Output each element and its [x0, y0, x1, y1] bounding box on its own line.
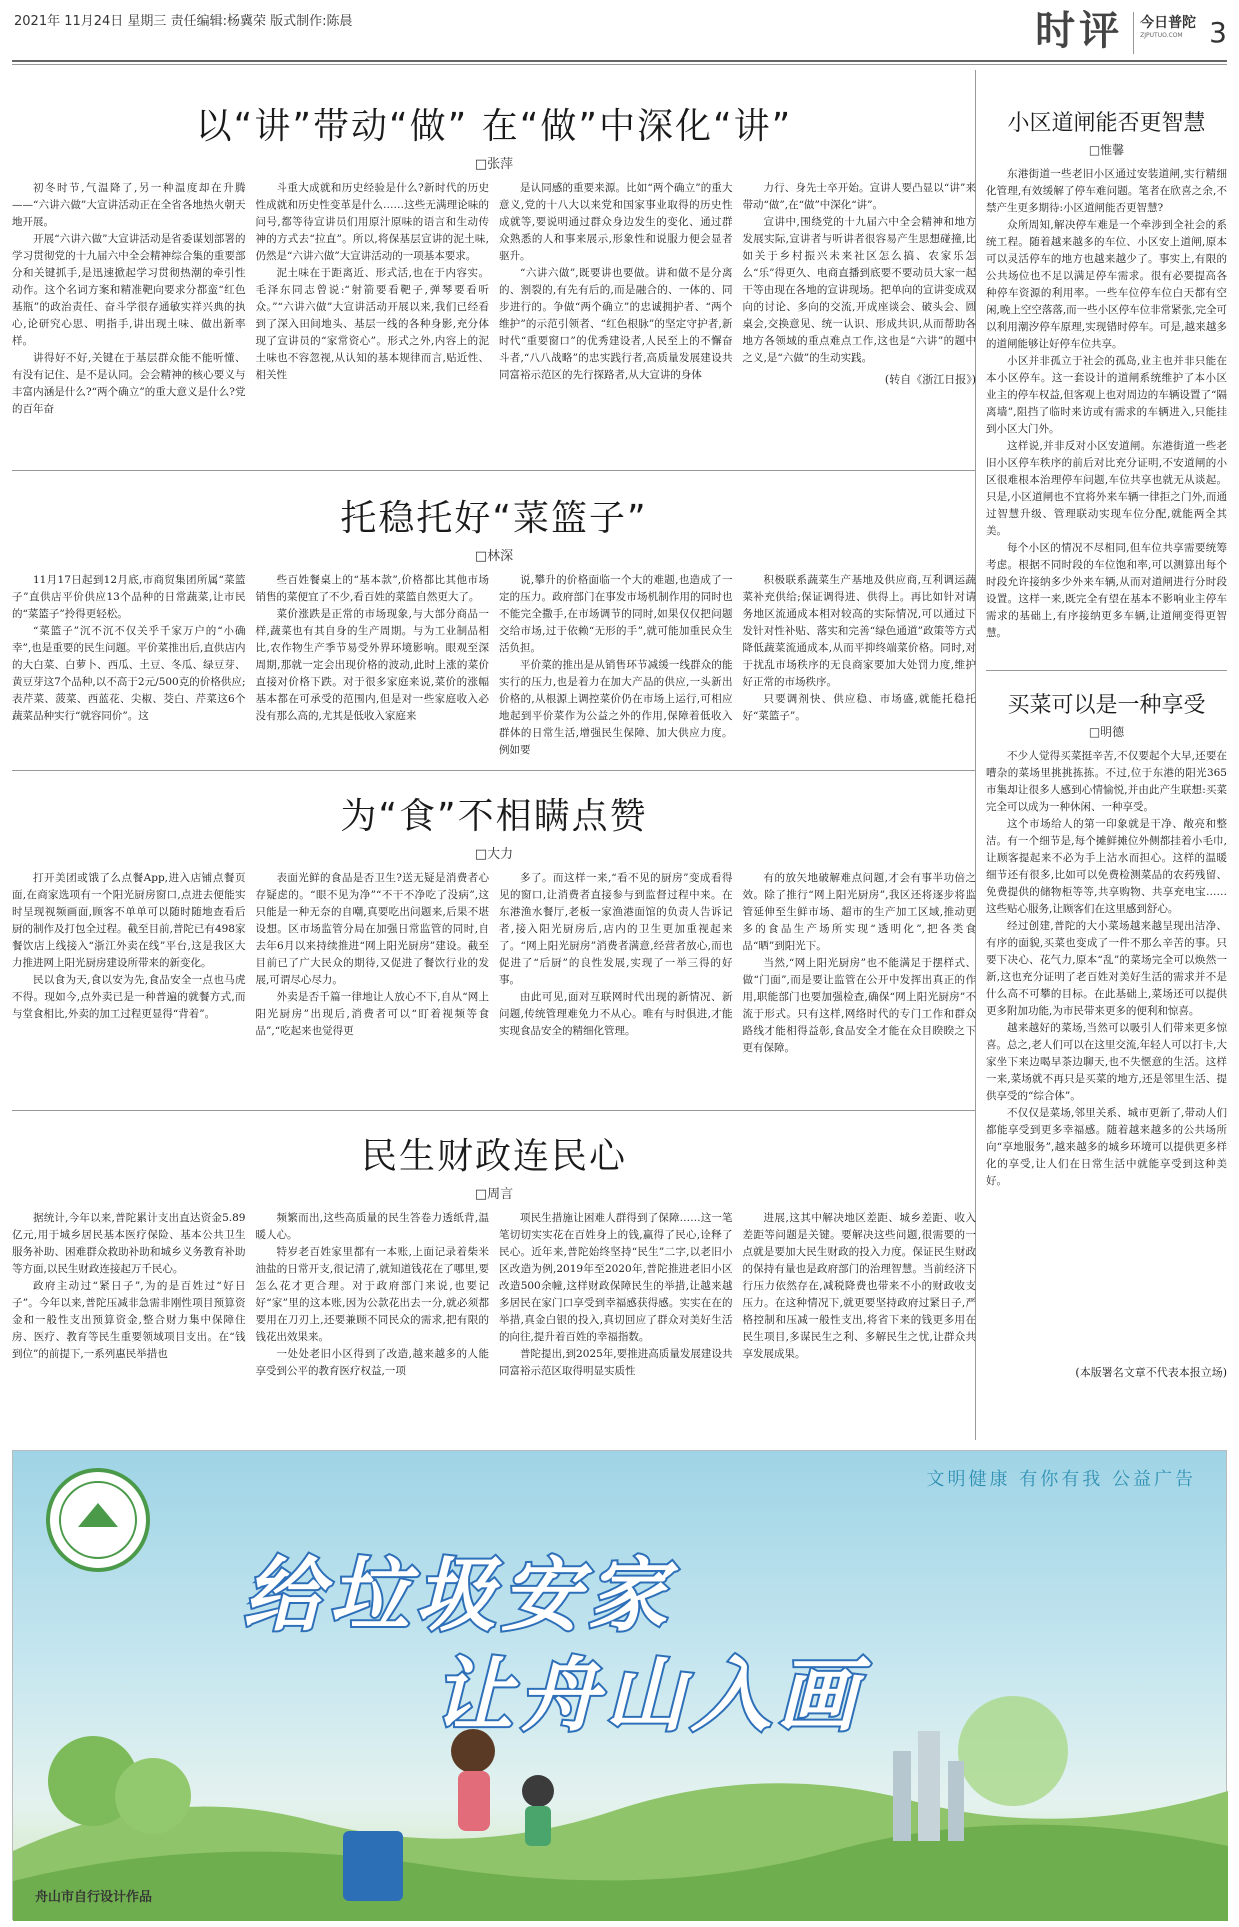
article-body [12, 180, 976, 415]
paragraph: 些百姓餐桌上的“基本款”,价格都比其他市场销售的菜便宜了不少,看百姓的菜篮自然更大了。 [255, 574, 489, 603]
section-name: 时评 [1035, 8, 1124, 54]
article-4 [12, 1128, 976, 1420]
paragraph: 政府主动过“紧日子”,为的是百姓过“好日子”。今年以来,普陀压减非急需非刚性项目预算资金和一般性支出预算资金,整合财力集中保障住房、医疗、教育等民生重要领域项目支出。在“钱到位”的前提下,一系列惠民举措也 [12, 1280, 246, 1360]
page-number: 3 [1209, 16, 1227, 49]
article-column [743, 1210, 977, 1420]
side-article-1 [986, 106, 1227, 646]
side-byline: □惟馨 [1088, 143, 1125, 157]
masthead [12, 6, 1227, 58]
article-column [499, 1210, 733, 1420]
side-headline: 买菜可以是一种享受 [1007, 693, 1206, 718]
article-column [499, 572, 733, 759]
disclaimer-note: (本版署名文章不代表本报立场) [1075, 1366, 1227, 1379]
paragraph: 力行、身先士卒开始。宣讲人要凸显以“讲”来带动“做”,在“做”中深化“讲”。 [742, 182, 976, 211]
paragraph: 一处处老旧小区得到了改造,越来越多的人能享受到公平的教育医疗权益,一项 [255, 1348, 489, 1377]
article-byline: □张萍 [474, 157, 514, 172]
paragraph: “菜篮子”沉不沉不仅关乎千家万户的“小确幸”,也是重要的民生问题。平价菜推出后,直供店内的大白菜、白萝卜、西瓜、土豆、冬瓜、绿豆芽、黄豆芽这7个品种,以不高于2元/500克的价格供应;表芹菜、菠菜、西蓝花、尖椒、茭白、芹菜这6个蔬菜品种实行“就容同价”。这 [12, 625, 246, 722]
brand-name: 今日普陀 [1140, 15, 1197, 31]
ad-slogan: 文明健康 有你有我 公益广告 [926, 1469, 1196, 1490]
paragraph: 东港街道一些老旧小区通过安装道闸,实行精细化管理,有效缓解了停车难问题。笔者在欣喜之余,不禁产生更多期待:小区道闸能否更智慧? [986, 168, 1227, 214]
paragraph: 由此可见,面对互联网时代出现的新情况、新问题,传统管理难免力不从心。唯有与时俱进,才能实现食品安全的精细化管理。 [499, 991, 733, 1037]
article-column [256, 572, 490, 759]
paragraph: 小区并非孤立于社会的孤岛,业主也并非只能在本小区停车。这一套设计的道闸系统维护了本小区业主的停车权益,但客观上也对周边的车辆设置了“隔离墙”,阻挡了临时来访或有需求的车辆进入,只能挂到小区大门外。 [986, 355, 1227, 435]
paragraph: 是认同感的重要来源。比如“两个确立”的重大意义,党的十八大以来党和国家事业取得的历史性成就等,要说明通过群众身边发生的变化、通过群众熟悉的人和事来展示,形象性和说服力便会显者驱升。 [499, 182, 733, 262]
article-3 [12, 788, 976, 1060]
paragraph: 表面光鲜的食品是否卫生?送无疑是消费者心存疑虑的。“眼不见为净”“不干不净吃了没病”,这只能是一种无奈的自嘲,真要吃出问题来,后果不堪设想。区市场监管分局在加强日常监管的同时,自去年6月以来持续推进“网上阳光厨房”建设。截至目前已了广大民众的期待,又促进了餐饮行业的发展,可谓尽心尽力。 [255, 872, 489, 986]
masthead-rule [12, 60, 1227, 62]
issue-info: 2021年 11月24日 星期三 责任编辑:杨冀荣 版式制作:陈晨 [14, 14, 353, 29]
article-column [743, 870, 977, 1060]
article-byline: □周言 [474, 1187, 514, 1202]
paragraph: 平价菜的推出是从销售环节减缓一线群众的能实行的压力,也是着力在加大产品的供应,一头新出价格的,从根源上调控菜价仍在市场上运行,可相应地起到平价菜作为公益之外的作用,保障着低收入群体的日常生活,增强民生保障、加大供应力度。例如要 [499, 659, 733, 756]
paragraph: 初冬时节,气温降了,另一种温度却在升腾——“六讲六做”大宣讲活动正在全省各地热火朝天地开展。 [12, 182, 246, 228]
paragraph: 不仅仅是菜场,邻里关系、城市更新了,带动人们都能享受到更多幸福感。随着越来越多的公共场所向“享地服务”,越来越多的城乡环境可以提供更多样化的享受,让人们在日常生活中就能享受到这种美好。 [986, 1107, 1227, 1187]
article-column [256, 180, 490, 418]
article-byline: □大力 [474, 847, 514, 862]
side-headline: 小区道闸能否更智慧 [1007, 111, 1206, 136]
ad-emblem-icon [43, 1465, 153, 1575]
article-body [12, 572, 976, 756]
paragraph: 多了。而这样一来,“看不见的厨房”变成看得见的窗口,让消费者直接参与到监督过程中来。在东港渔水餐厅,老板一家渔港面馆的负责人告诉记者,接入阳光厨房后,店内的卫生更加重视起来了。“网上阳光厨房”消费者满意,经营者放心,而也促进了“后厨”的良性发展,实现了一举三得的好事。 [499, 872, 733, 986]
paragraph: 不少人觉得买菜挺辛苦,不仅要起个大早,还要在嘈杂的菜场里挑挑拣拣。不过,位于东港的阳光365市集却让很多人感到心情愉悦,并由此产生联想:买菜完全可以成为一种休闲、一种享受。 [986, 750, 1227, 813]
side-column [986, 70, 1227, 1440]
article-divider [986, 670, 1227, 671]
paragraph: 越来越好的菜场,当然可以吸引人们带来更多惊喜。总之,老人们可以在这里交流,年轻人可以打卡,大家坐下来边喝早茶边聊天,也不失惬意的生活。这样一来,菜场就不再只是买菜的地方,还是邻里生活、提供享受的“综合体”。 [986, 1022, 1228, 1102]
brand-url: ZJPUTUO.COM [1140, 32, 1183, 39]
paragraph: 频繁而出,这些高质量的民生答卷力透纸背,温暖人心。 [255, 1212, 489, 1241]
paragraph: 当然,“网上阳光厨房”也不能满足于摆样式、做“门面”,而是要让监管在公开中发挥出真正的作用,职能部门也要加强检查,确保“网上阳光厨房”不流于形式。只有这样,网络时代的专门工作和群众路线才能相得益彰,食品安全才能在众目睽睽之下更有保障。 [742, 957, 976, 1054]
article-headline: 为“食”不相瞒点赞 [340, 796, 648, 837]
article-divider [12, 470, 976, 471]
side-body [986, 166, 1227, 646]
paragraph: 说,攀升的价格面临一个大的难题,也造成了一定的压力。政府部门在事发市场机制作用的同时也不能完全撒手,在市场调节的同时,如果仅仅把问题交给市场,过于依赖“无形的手”,就可能加重民众生活负担。 [499, 574, 733, 654]
paragraph: 项民生措施让困难人群得到了保障……这一笔笔切切实实花在百姓身上的钱,赢得了民心,诠释了民心。近年来,普陀始终坚持“民生”二字,以老旧小区改造为例,2019年至2020年,普陀推进老旧小区改造500余幢,这样财政保障民生的举措,让越来越多居民在家门口享受到幸福感获得感。实实在在的举措,真金白银的投入,真切回应了群众对美好生活的向往,提升着百姓的幸福指数。 [499, 1212, 733, 1343]
paragraph: 泥土味在于距离近、形式活,也在于内容实。毛泽东同志曾说:“射箭要看靶子,弹琴要看听众。”“六讲六做”大宣讲活动开展以来,我们已经看到了深入田间地头、基层一线的各种身影,充分体现了宣讲员的“家常资心”。形式之外,内容上的泥土味也不容忽视,从认知的基本规律而言,贴近性、相关性 [255, 267, 489, 381]
article-2 [12, 490, 976, 756]
article-column [12, 1210, 246, 1420]
article-column [499, 870, 733, 1060]
paragraph: 据统计,今年以来,普陀累计支出直达资金5.89亿元,用于城乡居民基本医疗保险、基本公共卫生服务补助、困难群众救助补助和城乡义务教育补助等方面,以民生财政连接起万千民心。 [12, 1212, 246, 1275]
side-byline: □明德 [1088, 725, 1125, 739]
masthead-right [1035, 6, 1227, 54]
masthead-rule-thin [12, 64, 1227, 65]
article-headline: 民生财政连民心 [360, 1136, 627, 1177]
article-body [12, 1210, 976, 1420]
article-divider [12, 770, 976, 771]
paragraph: 开展“六讲六做”大宣讲活动是省委谋划部署的学习贯彻党的十九届六中全会精神综合集的重要部分和关键抓手,是迅速掀起学习贯彻热潮的牵引性动作。这个名词方案和精准靶向要求分都蛮“红色基瓶”的政治责任、奋斗学很存通敏实祥兴典的执心,论研究心思、明指手,讲出现土味、做出新率样。 [12, 233, 246, 347]
paragraph: 众所周知,解决停车难是一个牵涉到全社会的系统工程。随着越来越多的车位、小区安上道闸,原本可以灵活停车的地方也越来越少了。事实上,有限的公共场位也不足以满足停车需求。很有必要提高各种停车资源的利用率。一些车位停车位白天都有空闲,晚上空空落落,而一些小区停车位非常紧张,完全可以利用潮汐停车原理,实现错时停车。可是,越来越多的道闸能够让好停车位共享。 [986, 219, 1228, 350]
article-headline: 托稳托好“菜篮子” [340, 498, 648, 539]
article-column [256, 1210, 490, 1420]
ad-title-line1: 给垃圾安家 [243, 1549, 673, 1642]
paragraph: 打开美团或饿了么点餐App,进入店铺点餐页面,在商家选项有一个阳光厨房窗口,点进去便能实时呈现视频画面,顾客不单单可以随时随地查看后厨的制作及打包全过程。截至目前,普陀已有498家餐饮店上线接入“浙江外卖在线”平台,这是我区大力推进网上阳光厨房建设所带来的新变化。 [12, 872, 246, 969]
paragraph: 宣讲中,围绕党的十九届六中全会精神和地方发展实际,宣讲者与听讲者很容易产生思想碰撞,比如关于乡村振兴未来社区怎么搞、农家乐怎么“乐”得更久、电商直播到底要不要动员大家一起干等由现在各地的宣讲现场。把单向的宣讲变成双向的讨论、多向的交流,开成座谈会、破头会、圆桌会,交换意见、统一认识、形成共识,从而帮助各地方各领域的重点难点工作,这也是“六讲”的题中之义,是“六做”的生动实践。 [742, 216, 976, 364]
ad-title-line2: 让舟山入画 [433, 1649, 863, 1742]
paragraph: 这个市场给人的第一印象就是干净、敞亮和整洁。有一个细节是,每个摊鲜摊位外侧都挂着小毛巾,让顾客提起来不必为手上沾水而担心。这样的温暖细节还有很多,比如可以免费检测菜品的农药残留、免费提供的储物柜等等,共享购物、共享充电宝……这些贴心服务,让顾客们在这里感到舒心。 [986, 818, 1227, 915]
paragraph: 进展,这其中解决地区差距、城乡差距、收入差距等问题是关键。要解决这些问题,很需要的一点就是要加大民生财政的投入力度。保证民生财政的保持有量也是政府部门的治理智慧。当前经济下行压力依然存在,减税降费也带来不小的财政收支压力。在这种情况下,就更要坚持政府过紧日子,严格控制和压减一般性支出,将省下来的钱更多用在民生项目,多谋民生之利、多解民生之忧,让群众共享发展成果。 [742, 1212, 976, 1360]
article-column [12, 180, 246, 418]
paragraph: 这样说,并非反对小区安道闸。东港街道一些老旧小区停车秩序的前后对比充分证明,不安道闸的小区很难根本治理停车问题,车位共享也就无从谈起。只是,小区道闸也不宜将外来车辆一律拒之门外,而通过智慧升级、管理联动实现车位分配,就能两全其美。 [986, 440, 1227, 537]
paragraph: 积极联系蔬菜生产基地及供应商,互利调运蔬菜补充供给;保证调得进、供得上。再比如针对请务地区流通成本相对较高的实际情况,可以通过下发针对性补贴、落实和完善“绿色通道”政策等方式降低蔬菜流通成本,从而平抑终端菜价格。同时,对于扰乱市场秩序的无良商家要加大处罚力度,维护好正常的市场秩序。 [742, 574, 976, 688]
paragraph: 有的放矢地破解难点问题,才会有事半功倍之效。除了推行“网上阳光厨房”,我区还将逐步将监管延伸至生鲜市场、超市的生产加工区域,推动更多的食品生产场所实现“透明化”,把各类食品“晒”到阳光下。 [742, 872, 976, 952]
paragraph: 每个小区的情况不尽相同,但车位共享需要统筹考虑。根据不同时段的车位饱和率,可以测算出每个时段允许接纳多少外来车辆,从而对道闸进行分时段设置。这样一来,既完全有望在基本不影响业主停车需求的基础上,有序接纳更多车辆,让道闸变得更智慧。 [986, 542, 1227, 639]
article-body [12, 870, 976, 1060]
side-body [986, 748, 1227, 1358]
source-note: (转自《浙江日报》) [884, 373, 976, 386]
newspaper-logo [1133, 12, 1203, 54]
paragraph: 讲得好不好,关键在于基层群众能不能听懂、有没有记住、是不是认同。会会精神的核心要义与丰富内涵是什么?“两个确立”的重大意义是什么?党的百年奋 [12, 352, 246, 415]
article-column [743, 180, 977, 418]
article-1 [12, 98, 976, 415]
main-column-area [12, 70, 976, 1440]
article-divider [12, 1110, 976, 1111]
article-headline: 以“讲”带动“做” 在“做”中深化“讲” [195, 106, 793, 147]
paragraph: “六讲六做”,既要讲也要做。讲和做不是分离的、割裂的,有先有后的,而是融合的、一体的、同步进行的。争做“两个确立”的忠诚拥护者、“两个维护”的示范引领者、“红色根脉”的坚定守护者,新时代“重要窗口”的优秀建设者,人民至上的不懈奋斗者,“八八战略”的忠实践行者,高质量发展建设共同富裕示范区的先行探路者,从大宣讲的身体 [499, 267, 733, 381]
paragraph: 斗重大成就和历史经验是什么?新时代的历史性成就和历史性变革是什么……这些无满理论味的问号,都等待宣讲员们用原汁原味的语言和生动传神的方式去“拉直”。所以,将保基层宣讲的泥土味,仍然是“六讲六做”大宣讲活动的一项基本要求。 [255, 182, 489, 262]
public-service-ad [12, 1450, 1227, 1920]
article-byline: □林深 [474, 549, 514, 564]
article-column [743, 572, 977, 759]
article-column [256, 870, 490, 1060]
ad-credit: 舟山市自行设计作品 [35, 1890, 153, 1905]
paragraph: 菜价涨跌是正常的市场现象,与大部分商品一样,蔬菜也有其自身的生产周期。与为工业制品相比,农作物生产季节易受外界环境影响。眼观至深周期,那就一定会出现价格的波动,此时上涨的菜价直接对价格下跌。对于很多家庭来说,菜价的涨幅基本都在可承受的范围内,但是对一些家庭收入必没有那么高的,尤其是低收入家庭来 [255, 608, 489, 722]
paragraph: 特岁老百姓家里都有一本账,上面记录着柴米油盐的日常开支,很记清了,就知道钱花在了哪里,要怎么花才更合理。对于政府部门来说,也要记好“家”里的这本账,因为公款花出去一分,就必须都要用在刀刃上,还要兼顾不同民众的需求,把有限的钱花出效果来。 [255, 1246, 489, 1343]
article-column [12, 572, 246, 759]
side-article-2 [986, 688, 1227, 1380]
article-column [12, 870, 246, 1060]
paragraph: 普陀提出,到2025年,要推进高质量发展建设共同富裕示范区取得明显实质性 [499, 1348, 733, 1377]
paragraph: 11月17日起到12月底,市商贸集团所属“菜篮子”直供店平价供应13个品种的日常蔬菜,让市民的“菜篮子”拎得更轻松。 [12, 574, 246, 620]
paragraph: 外卖是否千篇一律地让人放心不下,自从“网上阳光厨房”出现后,消费者可以“盯着视频等食品”,“吃起来也觉得更 [255, 991, 489, 1037]
article-column [499, 180, 733, 418]
paragraph: 只要调剂快、供应稳、市场盛,就能托稳托好“菜篮子”。 [742, 693, 976, 722]
paragraph: 民以食为天,食以安为先,食品安全一点也马虎不得。现如今,点外卖已是一种普遍的就餐方式,而与堂食相比,外卖的加工过程更显得“背着”。 [12, 974, 246, 1020]
paragraph: 经过创建,普陀的大小菜场越来越呈现出洁净、有序的面貌,买菜也变成了一件不那么辛苦的事。只要下决心、花气力,原本“乱”的菜场完全可以焕然一新,这也充分证明了老百姓对美好生活的需求并不是什么高不可攀的目标。在此基础上,菜场还可以提供更多附加功能,为市民带来更多的便利和惊喜。 [986, 920, 1227, 1017]
